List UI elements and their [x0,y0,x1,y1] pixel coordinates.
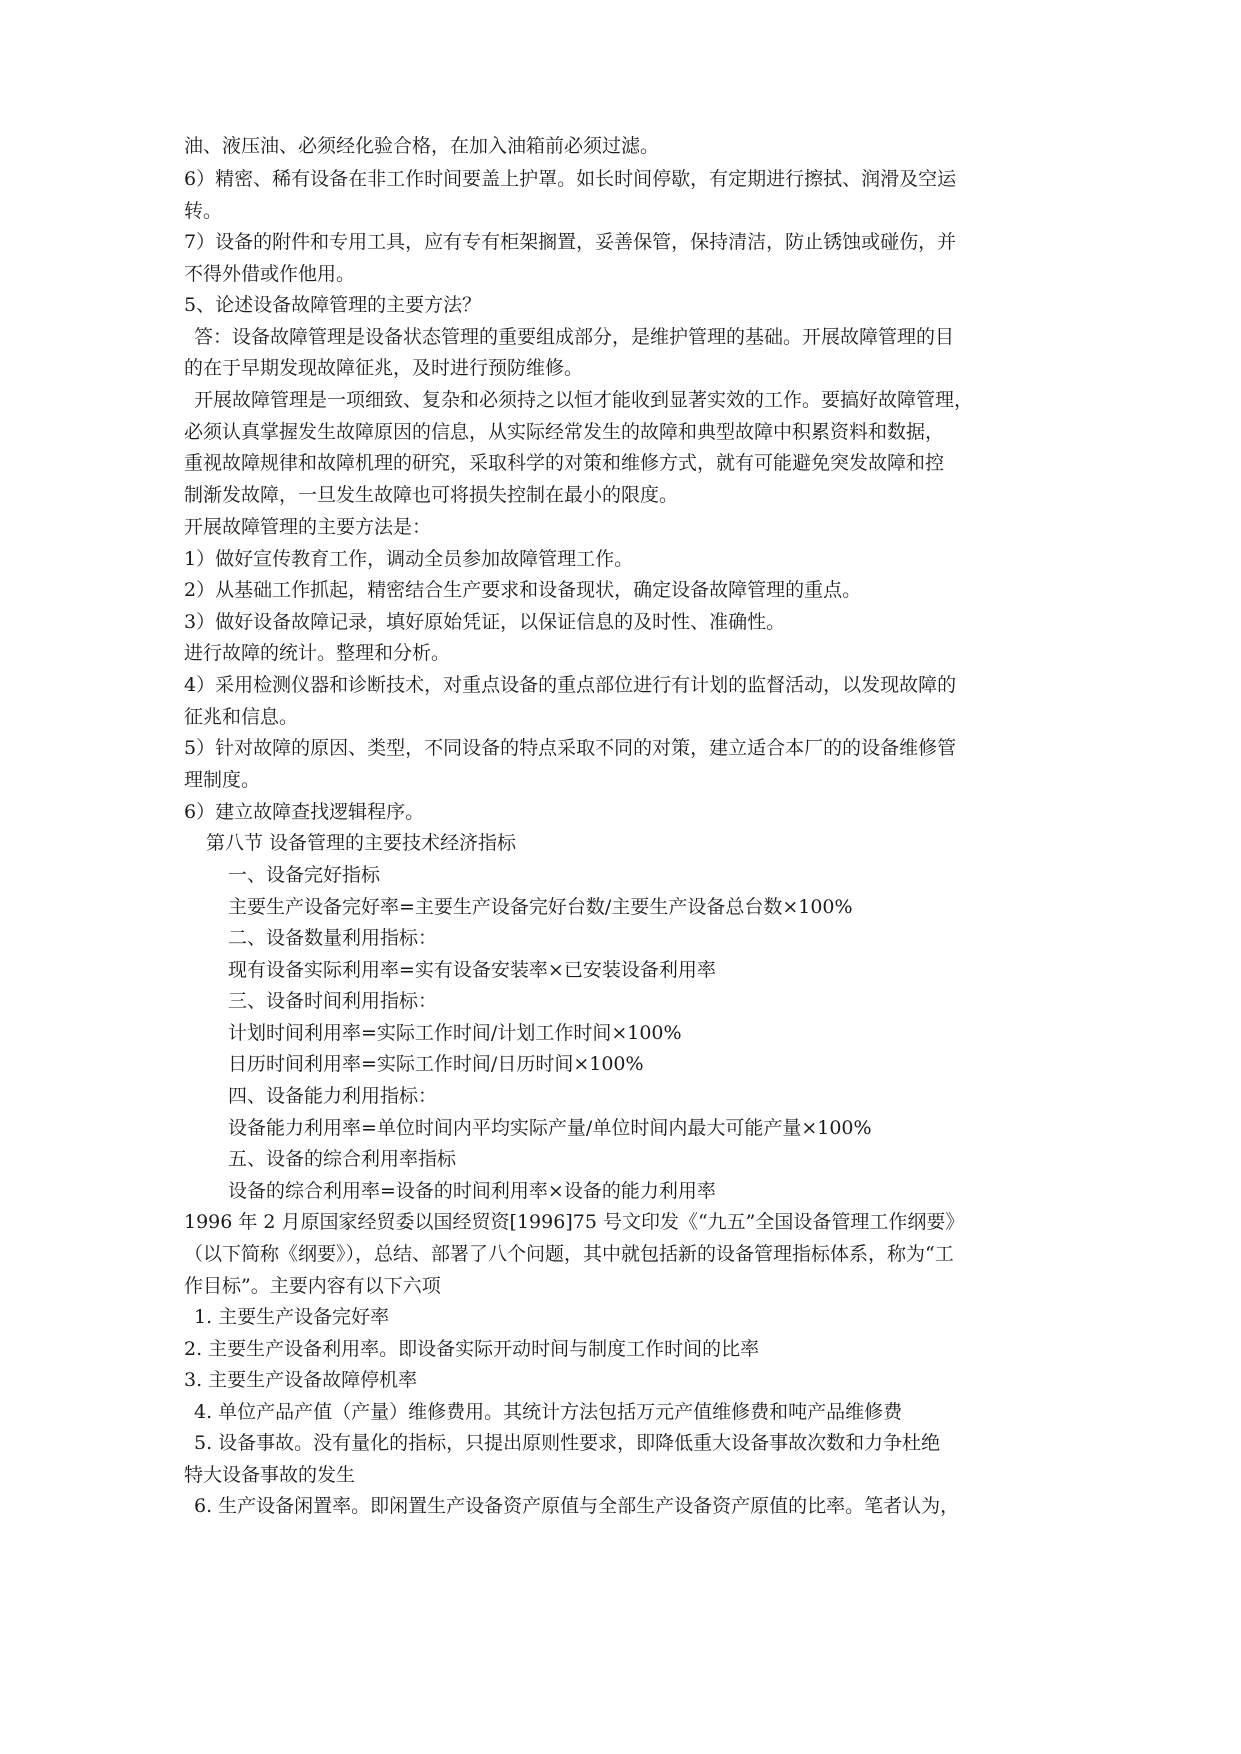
list-item: 1. 主要生产设备完好率 [194,1306,390,1328]
section-heading: 第八节 设备管理的主要技术经济指标 [206,832,517,854]
text-line: 征兆和信息。 [184,706,299,728]
list-item: 6. 生产设备闲置率。即闲置生产设备资产原值与全部生产设备资产原值的比率。笔者认为， [194,1495,960,1517]
text-line: 开展故障管理是一项细致、复杂和必须持之以恒才能收到显著实效的工作。要搞好故障管理， [194,389,974,411]
text-line: 答：设备故障管理是设备状态管理的重要组成部分，是维护管理的基础。开展故障管理的目 [194,326,955,348]
subsection-heading: 五、设备的综合利用率指标 [228,1148,457,1170]
list-item: 3. 主要生产设备故障停机率 [184,1369,418,1391]
text-line: 重视故障规律和故障机理的研究，采取科学的对策和维修方式，就有可能避免突发故障和控 [184,452,945,474]
subsection-heading: 四、设备能力利用指标： [228,1085,438,1107]
list-item: 5. 设备事故。没有量化的指标，只提出原则性要求，即降低重大设备事故次数和力争杜绝 [194,1432,941,1454]
subsection-heading: 二、设备数量利用指标： [228,927,438,949]
list-item: 2）从基础工作抓起，精密结合生产要求和设备现状，确定设备故障管理的重点。 [184,579,862,601]
list-item: 2. 主要生产设备利用率。即设备实际开动时间与制度工作时间的比率 [184,1338,760,1360]
text-line: 必须认真掌握发生故障原因的信息，从实际经常发生的故障和典型故障中积累资料和数据， [184,421,945,443]
formula-line: 主要生产设备完好率=主要生产设备完好台数/主要生产设备总台数×100% [228,896,853,918]
text-line: 的在于早期发现故障征兆，及时进行预防维修。 [184,357,584,379]
text-line: 7）设备的附件和专用工具，应有专有柜架搁置，妥善保管，保持清洁，防止锈蚀或碰伤，并 [184,231,957,253]
text-line: 转。 [184,200,223,222]
list-item: 3）做好设备故障记录，填好原始凭证，以保证信息的及时性、准确性。 [184,611,786,633]
text-line: 6）精密、稀有设备在非工作时间要盖上护罩。如长时间停歇，有定期进行擦拭、润滑及空运 [184,168,957,190]
formula-line: 现有设备实际利用率=实有设备安装率×已安装设备利用率 [228,959,716,981]
text-line: 作目标”。主要内容有以下六项 [184,1275,441,1297]
formula-line: 日历时间利用率=实际工作时间/日历时间×100% [228,1053,644,1075]
text-line: （以下简称《纲要》），总结、部署了八个问题，其中就包括新的设备管理指标体系，称为“工 [184,1243,954,1265]
text-line: 1996 年 2 月原国家经贸委以国经贸资[1996]75 号文印发《“九五”全国设备管理工作纲要》 [184,1211,965,1233]
formula-line: 计划时间利用率=实际工作时间/计划工作时间×100% [228,1022,682,1044]
subsection-heading: 三、设备时间利用指标： [228,990,438,1012]
text-line: 油、液压油、必须经化验合格，在加入油箱前必须过滤。 [184,135,660,157]
section-question: 5、论述设备故障管理的主要方法？ [184,294,482,316]
text-line: 不得外借或作他用。 [184,263,356,285]
list-item: 4. 单位产品产值（产量）维修费用。其统计方法包括万元产值维修费和吨产品维修费 [194,1401,903,1423]
text-line: 理制度。 [184,769,261,791]
formula-line: 设备能力利用率=单位时间内平均实际产量/单位时间内最大可能产量×100% [228,1117,872,1139]
subsection-heading: 一、设备完好指标 [228,864,381,886]
list-item: 6）建立故障查找逻辑程序。 [184,801,425,823]
text-line: 开展故障管理的主要方法是： [184,516,432,538]
list-item: 5）针对故障的原因、类型，不同设备的特点采取不同的对策，建立适合本厂的的设备维修管 [184,737,957,759]
text-line: 制渐发故障，一旦发生故障也可将损失控制在最小的限度。 [184,484,679,506]
list-item: 1）做好宣传教育工作，调动全员参加故障管理工作。 [184,548,634,570]
text-line: 进行故障的统计。整理和分析。 [184,642,451,664]
text-line: 特大设备事故的发生 [184,1464,356,1486]
list-item: 4）采用检测仪器和诊断技术，对重点设备的重点部位进行有计划的监督活动，以发现故障的 [184,674,957,696]
formula-line: 设备的综合利用率=设备的时间利用率×设备的能力利用率 [228,1180,716,1202]
